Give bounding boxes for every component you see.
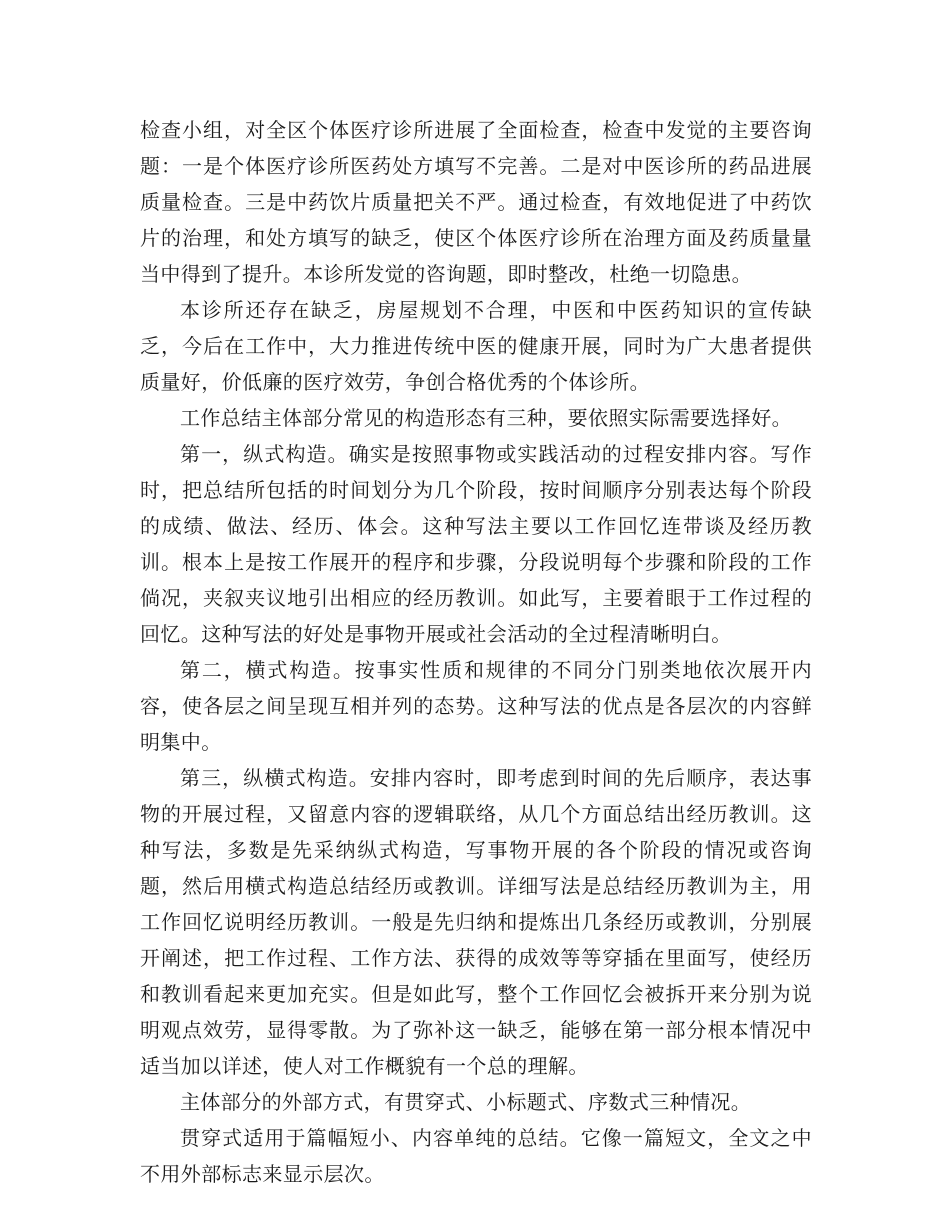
paragraph-6: 第三，纵横式构造。安排内容时，即考虑到时间的先后顺序，表达事物的开展过程，又留意内容的逻辑联络，从几个方面总结出经历教训。这种写法，多数是先采纳纵式构造，写事物开展的各个阶段的情况或咨询题，然后用横式构造总结经历或教训。详细写法是总结经历教训为主，用工作回忆说明经历教训。一般是先归纳和提炼出几条经历或教训，分别展开阐述，把工作过程、工作方法、获得的成效等等穿插在里面写，使经历和教训看起来更加充实。但是如此写，整个工作回忆会被拆开来分别为说明观点效劳，显得零散。为了弥补这一缺乏，能够在第一部分根本情况中适当加以详述，使人对工作概貌有一个总的理解。: [140, 766, 812, 1078]
paragraph-8: 贯穿式适用于篇幅短小、内容单纯的总结。它像一篇短文，全文之中不用外部标志来显示层次。: [140, 1126, 812, 1186]
paragraph-2: 本诊所还存在缺乏，房屋规划不合理，中医和中医药知识的宣传缺乏，今后在工作中，大力推进传统中医的健康开展，同时为广大患者提供质量好，价低廉的医疗效劳，争创合格优秀的个体诊所。: [140, 298, 812, 394]
paragraph-3: 工作总结主体部分常见的构造形态有三种，要依照实际需要选择好。: [180, 406, 792, 430]
paragraph-7: 主体部分的外部方式，有贯穿式、小标题式、序数式三种情况。: [180, 1090, 752, 1114]
document-page: [140, 112, 812, 1192]
paragraph-1: 检查小组，对全区个体医疗诊所进展了全面检查，检查中发觉的主要咨询题：一是个体医疗诊所医药处方填写不完善。二是对中医诊所的药品进展质量检查。三是中药饮片质量把关不严。通过检查，有效地促进了中药饮片的治理，和处方填写的缺乏，使区个体医疗诊所在治理方面及药质量量当中得到了提升。本诊所发觉的咨询题，即时整改，杜绝一切隐患。: [140, 118, 812, 286]
paragraph-5: 第二，横式构造。按事实性质和规律的不同分门别类地依次展开内容，使各层之间呈现互相并列的态势。这种写法的优点是各层次的内容鲜明集中。: [140, 658, 812, 754]
paragraph-4: 第一，纵式构造。确实是按照事物或实践活动的过程安排内容。写作时，把总结所包括的时间划分为几个阶段，按时间顺序分别表达每个阶段的成绩、做法、经历、体会。这种写法主要以工作回忆连带谈及经历教训。根本上是按工作展开的程序和步骤，分段说明每个步骤和阶段的工作倘况，夹叙夹议地引出相应的经历教训。如此写，主要着眼于工作过程的回忆。这种写法的好处是事物开展或社会活动的全过程清晰明白。: [140, 442, 812, 646]
